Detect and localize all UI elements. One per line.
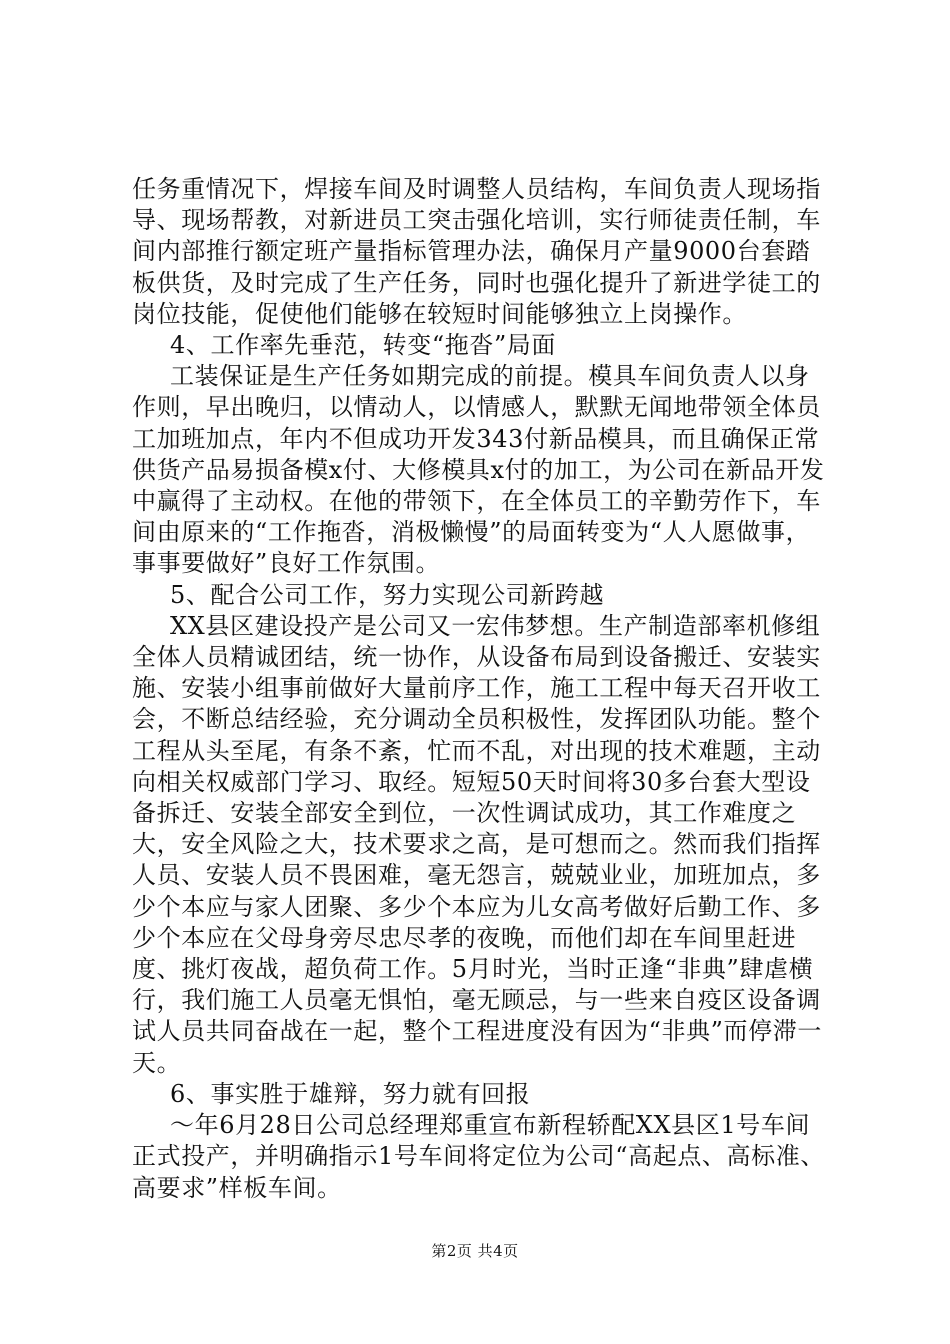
paragraph-continuation: 任务重情况下，焊接车间及时调整人员结构，车间负责人现场指导、现场帮教，对新进员工突击强化培训，实行师徒责任制，车间内部推行额定班产量指标管理办法，确保月产量9000台套踏板供货，及时完成了生产任务，同时也强化提升了新进学徒工的岗位技能，促使他们能够在较短时间能够独立上岗操作。 [132, 175, 821, 328]
page-footer: 第2页 共4页 [431, 1242, 519, 1260]
section-heading-4: 4、工作率先垂范，转变“拖沓”局面 [170, 331, 557, 360]
paragraph-section-5: XX县区建设投产是公司又一宏伟梦想。生产制造部率机修组全体人员精诚团结，统一协作，从设备布局到设备搬迁、安装实施、安装小组事前做好大量前序工作，施工工程中每天召开收工会，不断总结经验，充分调动全员积极性，发挥团队功能。整个工程从头至尾，有条不紊，忙而不乱，对出现的技术难题，主动向相关权威部门学习、取经。短短50天时间将30多台套大型设备拆迁、安装全部安全到位，一次性调试成功，其工作难度之大，安全风险之大，技术要求之高，是可想而之。然而我们指挥人员、安装人员不畏困难，毫无怨言，兢兢业业，加班加点，多少个本应与家人团聚、多少个本应为儿女高考做好后勤工作、多少个本应在父母身旁尽忠尽孝的夜晚，而他们却在车间里赶进度、挑灯夜战，超负荷工作。5月时光，当时正逢“非典”肆虐横行，我们施工人员毫无惧怕，毫无顾忌，与一些来自疫区设备调试人员共同奋战在一起，整个工程进度没有因为“非典”而停滞一天。 [132, 611, 822, 1077]
paragraph-section-6: ～年6月28日公司总经理郑重宣布新程轿配XX县区1号车间正式投产，并明确指示1号车间将定位为公司“高起点、高标准、高要求”样板车间。 [132, 1111, 825, 1202]
paragraph-section-4: 工装保证是生产任务如期完成的前提。模具车间负责人以身作则，早出晚归，以情动人，以情感人，默默无闻地带领全体员工加班加点，年内不但成功开发343付新品模具，而且确保正常供货产品易损备模x付、大修模具x付的加工，为公司在新品开发中赢得了主动权。在他的带领下，在全体员工的辛勤劳作下，车间由原来的“工作拖沓，消极懒慢”的局面转变为“人人愿做事，事事要做好”良好工作氛围。 [132, 362, 825, 578]
section-heading-6: 6、事实胜于雄辩，努力就有回报 [170, 1079, 531, 1108]
document-body [132, 174, 832, 1204]
section-heading-5: 5、配合公司工作，努力实现公司新跨越 [170, 580, 605, 609]
